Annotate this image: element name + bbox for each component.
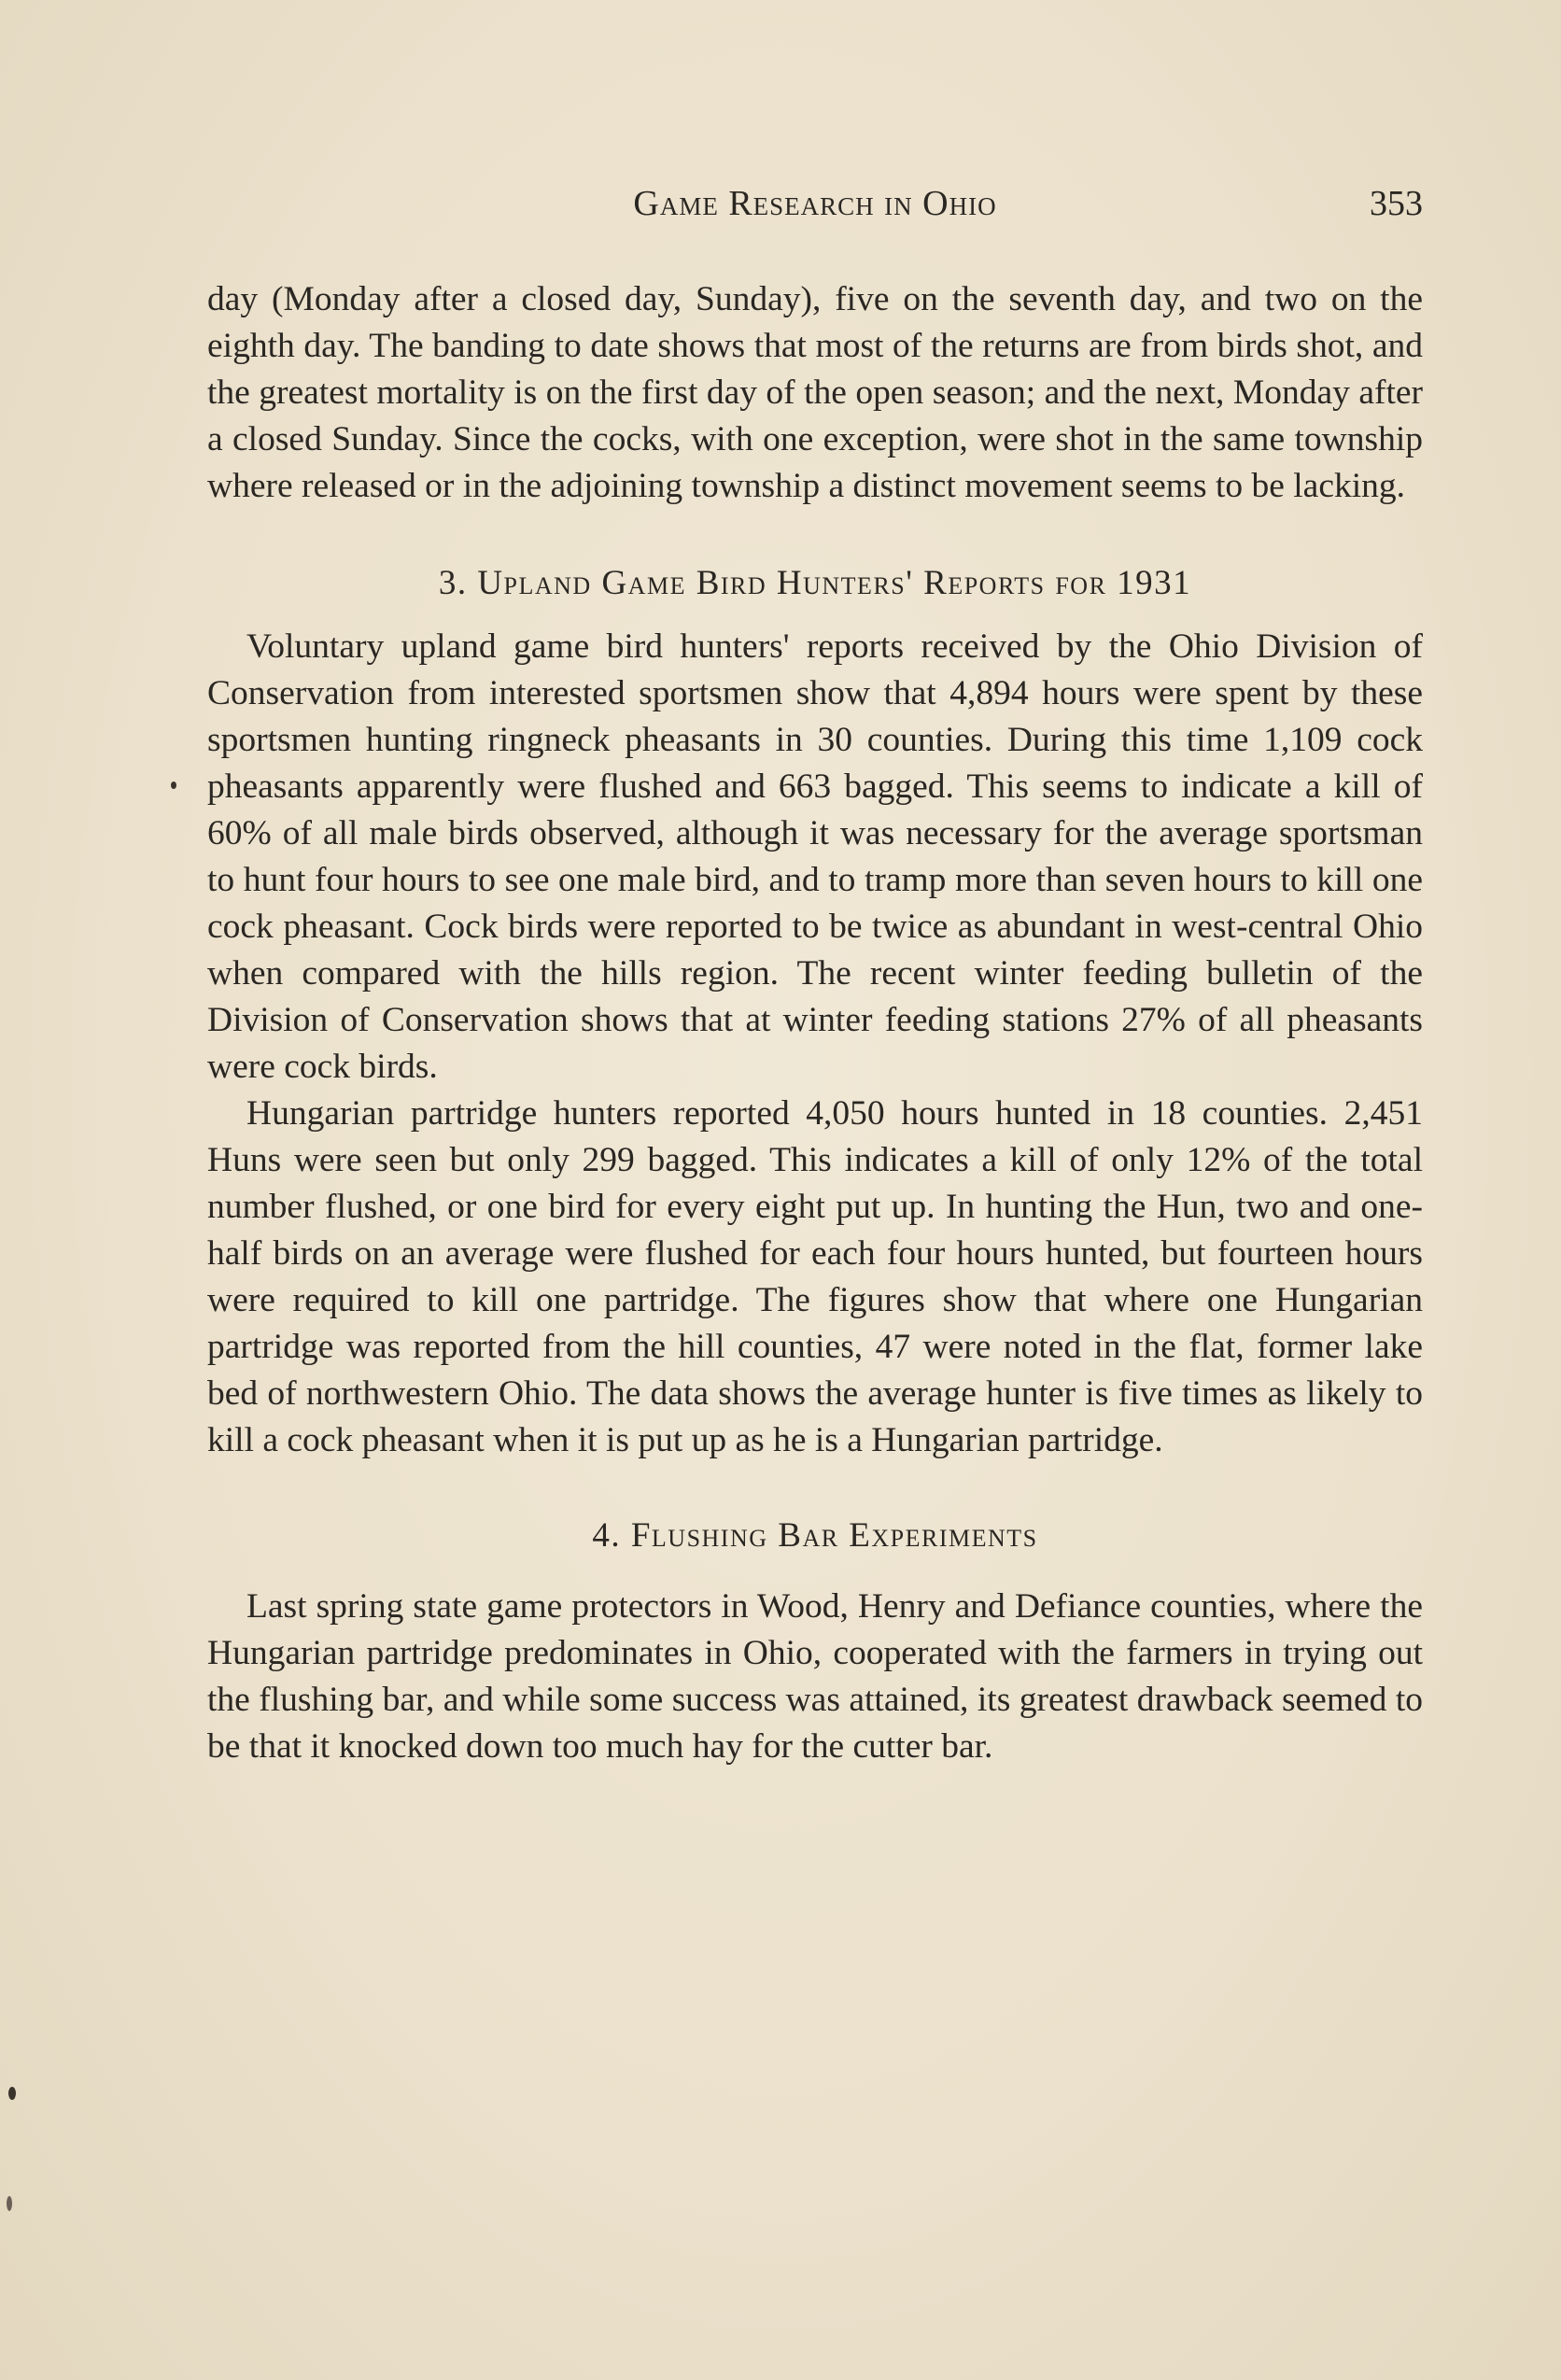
paragraph-flushing-bar: Last spring state game protectors in Wood, Henry and Defiance counties, where the Hungarian partridge predominates in Ohio, cooperated with the farmers in trying out the flushing bar, and while some success was attained, its greatest drawback seemed to be that it knocked down too much hay for the cutter bar. bbox=[207, 1587, 1423, 1766]
paragraph-banding-results: day (Monday after a closed day, Sunday), five on the seventh day, and two on the eighth day. The banding to date shows that most of the returns are from birds shot, and the greatest mortality is on the first day of the open season; and the next, Monday after a closed Sunday. Since the cocks, with one exception, were shot in the same township where released or in the adjoining township a distinct movement seems to be lacking. bbox=[207, 280, 1423, 505]
paper-speck bbox=[8, 2087, 16, 2100]
paper-speck bbox=[7, 2196, 12, 2211]
section-heading-hunters-reports: 3. Upland Game Bird Hunters' Reports for 1931 bbox=[438, 564, 1192, 602]
paragraph-pheasant-reports: Voluntary upland game bird hunters' reports received by the Ohio Division of Conservation from interested sportsmen show that 4,894 hours were spent by these sportsmen hunting ringneck pheasants in 30 counties. During this time 1,109 cock pheasants apparently were flushed and 663 bagged. This seems to indicate a kill of 60% of all male birds observed, although it was necessary for the average sportsman to hunt four hours to see one male bird, and to tramp more than seven hours to kill one cock pheasant. Cock birds were reported to be twice as abundant in west-central Ohio when compared with the hills region. The recent winter feeding bulletin of the Division of Conservation shows that at winter feeding stations 27% of all pheasants were cock birds. bbox=[207, 627, 1423, 1086]
running-head: Game Research in Ohio bbox=[633, 184, 997, 223]
paper-speck bbox=[171, 782, 176, 789]
page-number: 353 bbox=[1370, 184, 1423, 223]
paragraph-hungarian-partridge: Hungarian partridge hunters reported 4,050 hours hunted in 18 counties. 2,451 Huns were seen but only 299 bagged. This indicates a kill of only 12% of the total number flushed, or one bird for every eight put up. In hunting the Hun, two and one-half birds on an average were flushed for each four hours hunted, but fourteen hours were required to kill one partridge. The figures show that where one Hungarian partridge was reported from the hill counties, 47 were noted in the flat, former lake bed of northwestern Ohio. The data shows the average hunter is five times as likely to kill a cock pheasant when it is put up as he is a Hungarian partridge. bbox=[207, 1094, 1423, 1459]
body-text bbox=[207, 276, 1423, 1770]
section-heading-flushing-bar: 4. Flushing Bar Experiments bbox=[592, 1516, 1038, 1555]
page-header bbox=[207, 183, 1423, 235]
